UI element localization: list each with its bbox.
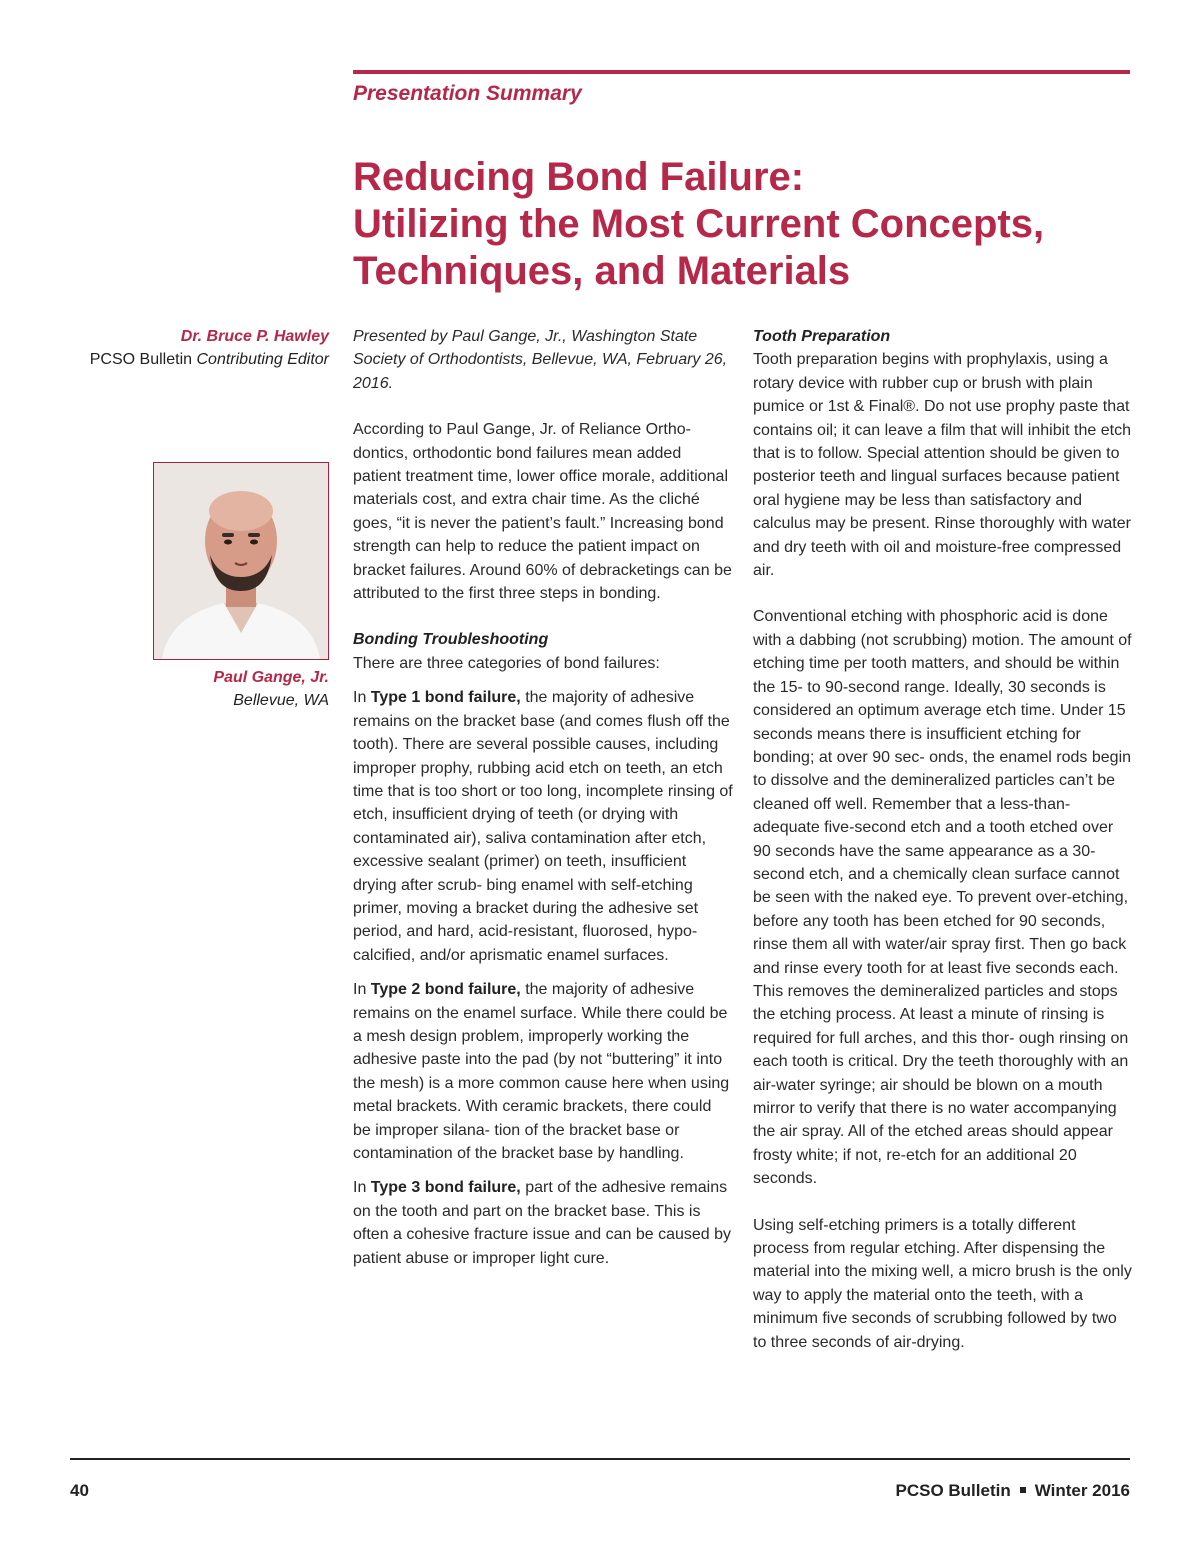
type3-label: Type 3 bond failure, (370, 1179, 521, 1197)
title-line: Reducing Bond Failure: (353, 155, 805, 199)
author-name: Dr. Bruce P. Hawley (180, 328, 329, 345)
bullet-square-icon (1020, 1487, 1026, 1493)
section-label: Presentation Summary (353, 82, 582, 105)
presenter-location: Bellevue, WA (233, 692, 329, 709)
prep-paragraph-1: Tooth preparation begins with prophylaxis, using a rotary device with rubber cup or brush with plain pumice or 1st & Final®. Do not use prophy paste that contains oil; it can leave a film that will inhibit the etch that is to follow. Special attention should be given to posterior teeth and lingual surfaces because patient oral hygiene may be less than satisfactory and calculus may be present. Rinse thoroughly with water and dry teeth with oil and moisture-free compressed air. (753, 351, 1131, 580)
word-in: In (353, 1179, 367, 1197)
author-role-title: Contributing Editor (196, 351, 329, 368)
section-heading: Bonding Troubleshooting (353, 631, 549, 649)
section-heading: Tooth Preparation (753, 328, 891, 345)
intro-paragraph: According to Paul Gange, Jr. of Reliance Ortho- dontics, orthodontic bond failures mean added patient treatment time, lower office morale, additional materials cost, and extra chair time. As the cliché goes, “it is never the patient’s fault.” Increasing bond strength can help to reduce the patient impact on bracket failures. Around 60% of debracketings can be attributed to the first three steps in bonding. (353, 421, 732, 603)
type1-label: Type 1 bond failure, (370, 689, 521, 707)
byline: Presented by Paul Gange, Jr., Washington State Society of Orthodontists, Bellevue, WA, February 26, 2016. (353, 328, 728, 392)
presenter-portrait-icon (154, 463, 328, 659)
author-role-org: PCSO (89, 351, 136, 368)
running-footer (895, 1481, 1130, 1501)
presenter-caption (213, 666, 329, 712)
type2-label: Type 2 bond failure, (370, 981, 521, 999)
header-rule (353, 70, 1130, 74)
word-in: In (353, 981, 367, 999)
word-in: In (353, 689, 367, 707)
page-number: 40 (70, 1481, 89, 1500)
type1-text: the majority of adhesive remains on the bracket base (and comes flush off the tooth). There are several possible causes, including improper prophy, rubbing acid etch on teeth, an etch time that is too short or too long, incomplete rinsing of etch, insufficient drying of teeth (or drying with contaminated air), saliva contamination after etch, excessive sealant (primer) on teeth, insufficient drying after scrub- bing enamel with self-etching primer, moving a bracket during the adhesive set period, and hard, acid-resistant, fluorosed, hypo-calcified, and/or aprismatic enamel surfaces. (353, 689, 733, 964)
issue-date: Winter 2016 (1034, 1481, 1130, 1500)
author-role-pub: Bulletin (139, 351, 193, 368)
title-line: Utilizing the Most Current Concepts, (353, 202, 1045, 246)
column-left (353, 325, 733, 1270)
column-right (753, 325, 1133, 1354)
type2-text: the majority of adhesive remains on the enamel surface. While there could be a mesh design problem, improperly working the adhesive paste into the pad (by not “buttering” it into the mesh) is a more common cause here when using metal brackets. With ceramic brackets, there could be improper silana- tion of the bracket base or contamination of the bracket base by handling. (353, 981, 730, 1162)
publication-name: PCSO Bulletin (895, 1481, 1011, 1500)
prep-paragraph-3: Using self-etching primers is a totally different process from regular etching. After dispensing the material into the mixing well, a micro brush is the only way to apply the material onto the teeth, with a minimum five seconds of scrubbing followed by two to three seconds of air-drying. (753, 1216, 1132, 1351)
author-role (90, 348, 329, 371)
type3-text: part of the adhesive remains on the tooth and part on the bracket base. This is often a cohesive fracture issue and can be caused by patient abuse or improper light cure. (353, 1179, 732, 1267)
type2-paragraph (353, 978, 733, 1165)
type3-paragraph (353, 1176, 733, 1270)
lead-paragraph: There are three categories of bond failures: (353, 654, 660, 672)
author-credit (90, 325, 329, 371)
footer-rule (70, 1458, 1130, 1460)
article-title (353, 154, 1143, 295)
presenter-photo (153, 462, 329, 660)
prep-paragraph-2: Conventional etching with phosphoric acid is done with a dabbing (not scrubbing) motion. The amount of etching time per tooth matters, and should be within the 15- to 90-second range. Ideally, 30 seconds is considered an optimum average etch time. Under 15 seconds means there is insufficient etching for bonding; at over 90 sec- onds, the enamel rods begin to dissolve and the demineralized particles can’t be cleaned off well. Remember that a less-than-adequate five-second etch and a tooth etched over 90 seconds have the same appearance as a 30-second etch, and a chemically clean surface cannot be seen with the naked eye. To prevent over-etching, before any tooth has been etched for 90 seconds, rinse them all with water/air spray first. Then go back and rinse every tooth for at least five seconds each. This removes the demineralized particles and stops the etching process. At least a minute of rinsing is required for full arches, and this thor- ough rinsing on each tooth is critical. Dry the teeth thoroughly with an air-water syringe; air should be blown on a mouth mirror to verify that there is no water accompanying the air spray. All of the etched areas should appear frosty white; if not, re-etch for an additional 20 seconds. (753, 608, 1132, 1188)
title-line: Techniques, and Materials (353, 249, 851, 293)
presenter-name: Paul Gange, Jr. (213, 669, 329, 686)
type1-paragraph (353, 686, 733, 967)
